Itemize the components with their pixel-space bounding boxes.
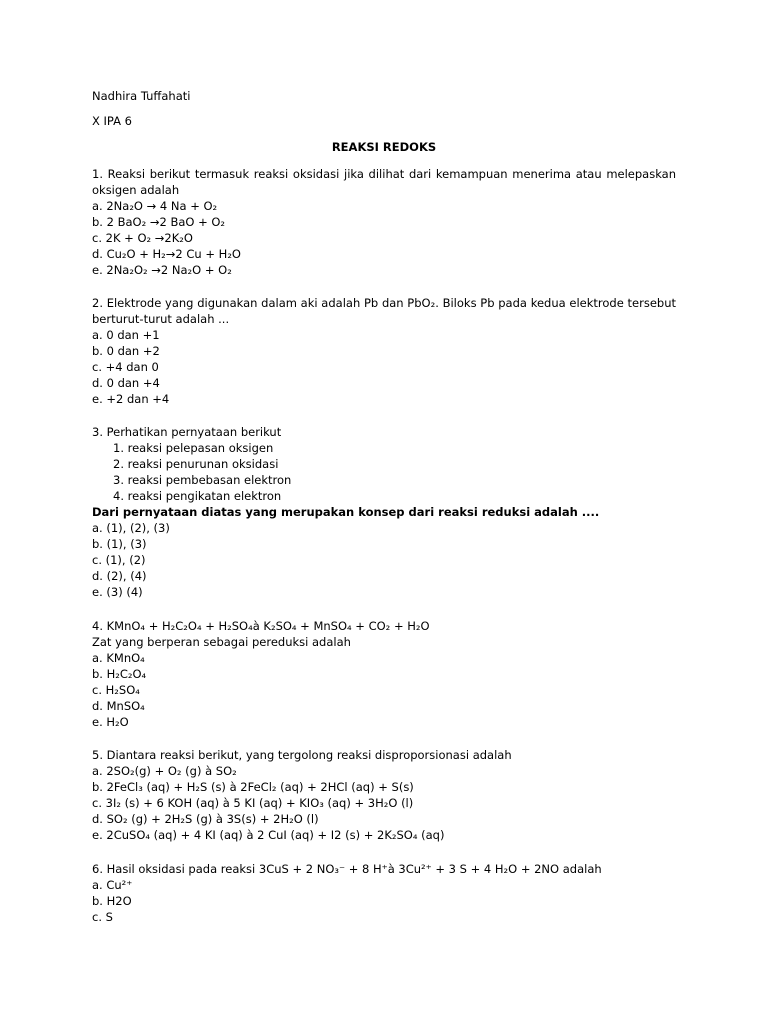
question-3-option-a: a. (1), (2), (3) bbox=[92, 521, 170, 535]
student-name: Nadhira Tuffahati bbox=[92, 89, 191, 103]
question-3-option-c: c. (1), (2) bbox=[92, 553, 146, 567]
question-5-option-c: c. 3I₂ (s) + 6 KOH (aq) à 5 KI (aq) + KIO₃ (aq) + 3H₂O (l) bbox=[92, 796, 414, 810]
question-2-option-a: a. 0 dan +1 bbox=[92, 328, 160, 342]
question-1-option-a: a. 2Na₂O → 4 Na + O₂ bbox=[92, 199, 218, 213]
question-4-option-a: a. KMnO₄ bbox=[92, 651, 145, 665]
question-4-option-e: e. H₂O bbox=[92, 715, 129, 729]
student-class: X IPA 6 bbox=[92, 114, 132, 128]
question-4-option-b: b. H₂C₂O₄ bbox=[92, 667, 147, 681]
question-4-option-d: d. MnSO₄ bbox=[92, 699, 145, 713]
question-1-stem: 1. Reaksi berikut termasuk reaksi oksidasi jika dilihat dari kemampuan menerima atau melepaskan oksigen adalah bbox=[92, 167, 676, 197]
question-2-option-e: e. +2 dan +4 bbox=[92, 392, 170, 406]
question-6 bbox=[92, 861, 676, 925]
question-5-stem: 5. Diantara reaksi berikut, yang tergolong reaksi disproporsionasi adalah bbox=[92, 748, 512, 762]
page-title: REAKSI REDOKS bbox=[331, 140, 437, 154]
question-3-prompt: Dari pernyataan diatas yang merupakan konsep dari reaksi reduksi adalah .... bbox=[92, 505, 600, 519]
question-3 bbox=[92, 424, 676, 600]
question-3-option-e: e. (3) (4) bbox=[92, 585, 143, 599]
question-1-option-c: c. 2K + O₂ →2K₂O bbox=[92, 231, 193, 245]
question-2 bbox=[92, 295, 676, 407]
question-5-option-a: a. 2SO₂(g) + O₂ (g) à SO₂ bbox=[92, 764, 237, 778]
question-4-option-c: c. H₂SO₄ bbox=[92, 683, 140, 697]
question-6-option-a: a. Cu²⁺ bbox=[92, 878, 133, 892]
question-3-stem: 3. Perhatikan pernyataan berikut bbox=[92, 425, 282, 439]
question-5-option-e: e. 2CuSO₄ (aq) + 4 KI (aq) à 2 CuI (aq) + I2 (s) + 2K₂SO₄ (aq) bbox=[92, 828, 445, 842]
question-4-prompt: Zat yang berperan sebagai pereduksi adalah bbox=[92, 635, 351, 649]
question-6-option-c: c. S bbox=[92, 910, 113, 924]
question-5 bbox=[92, 747, 676, 843]
question-2-option-b: b. 0 dan +2 bbox=[92, 344, 160, 358]
question-5-option-d: d. SO₂ (g) + 2H₂S (g) à 3S(s) + 2H₂O (l) bbox=[92, 812, 319, 826]
question-2-option-c: c. +4 dan 0 bbox=[92, 360, 159, 374]
question-1-option-e: e. 2Na₂O₂ →2 Na₂O + O₂ bbox=[92, 263, 232, 277]
question-6-stem: 6. Hasil oksidasi pada reaksi 3CuS + 2 NO₃⁻ + 8 H⁺à 3Cu²⁺ + 3 S + 4 H₂O + 2NO adalah bbox=[92, 862, 602, 876]
question-3-statement-1: 1. reaksi pelepasan oksigen bbox=[113, 441, 274, 455]
question-1-option-b: b. 2 BaO₂ →2 BaO + O₂ bbox=[92, 215, 226, 229]
question-4 bbox=[92, 618, 676, 730]
question-3-statement-2: 2. reaksi penurunan oksidasi bbox=[113, 457, 279, 471]
question-3-statement-3: 3. reaksi pembebasan elektron bbox=[113, 473, 292, 487]
question-2-stem: 2. Elektrode yang digunakan dalam aki adalah Pb dan PbO₂. Biloks Pb pada kedua elektrode tersebut berturut-turut adalah ... bbox=[92, 296, 676, 326]
question-1 bbox=[92, 166, 676, 278]
question-1-option-d: d. Cu₂O + H₂→2 Cu + H₂O bbox=[92, 247, 241, 261]
question-3-option-d: d. (2), (4) bbox=[92, 569, 147, 583]
question-6-option-b: b. H2O bbox=[92, 894, 132, 908]
question-2-option-d: d. 0 dan +4 bbox=[92, 376, 160, 390]
question-4-stem: 4. KMnO₄ + H₂C₂O₄ + H₂SO₄à K₂SO₄ + MnSO₄ + CO₂ + H₂O bbox=[92, 619, 430, 633]
question-5-option-b: b. 2FeCl₃ (aq) + H₂S (s) à 2FeCl₂ (aq) + 2HCl (aq) + S(s) bbox=[92, 780, 414, 794]
question-3-option-b: b. (1), (3) bbox=[92, 537, 147, 551]
question-3-statement-4: 4. reaksi pengikatan elektron bbox=[113, 489, 282, 503]
